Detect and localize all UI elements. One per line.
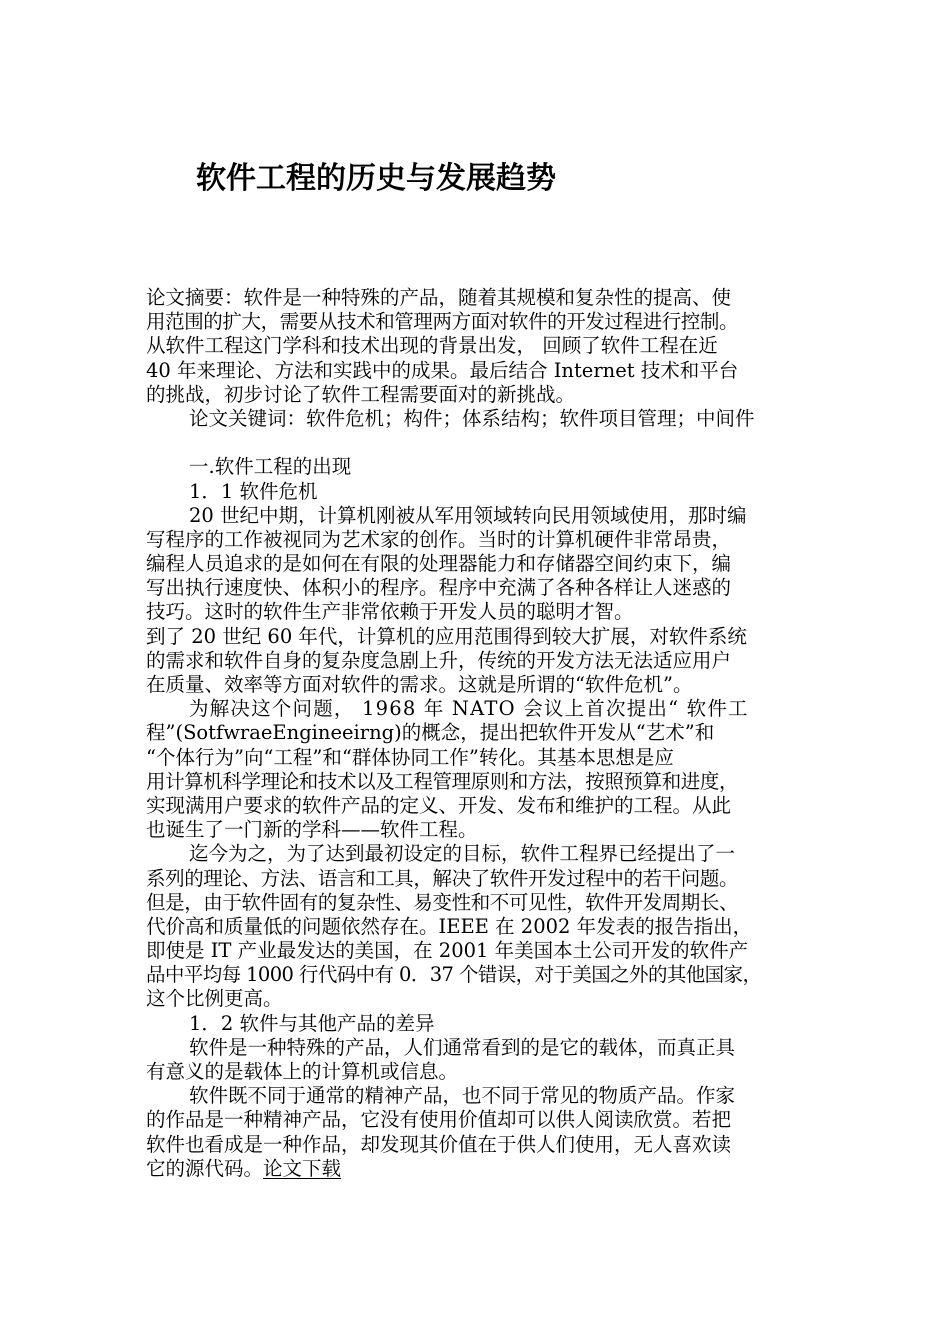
abstract-line: 从软件工程这门学科和技术出现的背景出发， 回顾了软件工程在近 [146,334,718,358]
paragraph-line: 编程人员追求的是如何在有限的处理器能力和存储器空间约束下，编 [146,552,732,576]
paragraph-line: 但是，由于软件固有的复杂性、易变性和不可见性，软件开发周期长、 [146,890,739,914]
paragraph-line: 有意义的是载体上的计算机或信息。 [146,1060,459,1083]
paragraph-line: 也诞生了一门新的学科——软件工程。 [146,818,478,842]
paragraph-line [146,1157,822,1181]
subsection-heading: 1．1 软件危机 [189,479,318,503]
paragraph-line: 迄今为之，为了达到最初设定的目标，软件工程界已经提出了一 [189,842,736,866]
document-body [146,286,822,1181]
paragraph-line: 品中平均每 1000 行代码中有 0．37 个错误，对于美国之外的其他国家， [146,963,762,987]
section-heading: 一.软件工程的出现 [189,455,352,479]
paragraph-line: 的需求和软件自身的复杂度急剧上升，传统的开发方法无法适应用户 [146,648,732,672]
abstract [146,286,822,431]
paragraph [146,625,822,698]
subsection-heading: 1．2 软件与其他产品的差异 [189,1011,435,1035]
abstract-line: 论文摘要：软件是一种特殊的产品，随着其规模和复杂性的提高、使 [146,286,732,309]
paragraph-line: 软件是一种特殊的产品，人们通常看到的是它的载体，而真正具 [189,1035,736,1059]
paragraph-line: 为解决这个问题， 1968 年 NATO 会议上首次提出“ 软件工 [189,697,749,721]
paragraph-line: 软件既不同于通常的精神产品，也不同于常见的物质产品。作家 [189,1084,736,1108]
paragraph [146,1036,822,1084]
paragraph-line: 的作品是一种精神产品，它没有使用价值却可以供人阅读欣赏。若把 [146,1108,732,1132]
paragraph [146,697,822,842]
paragraph [146,1084,822,1181]
paragraph-line: 写出执行速度快、体积小的程序。程序中充满了各种各样让人迷惑的 [146,576,732,600]
abstract-line: 的挑战，初步讨论了软件工程需要面对的新挑战。 [146,382,576,406]
abstract-line: 用范围的扩大，需要从技术和管理两方面对软件的开发过程进行控制。 [146,310,739,334]
paragraph [146,504,822,625]
paragraph-line: 20 世纪中期，计算机刚被从军用领域转向民用领域使用，那时编 [189,503,747,527]
paragraph-line: 软件也看成是一种作品，却发现其价值在于供人们使用，无人喜欢读 [146,1132,732,1156]
paragraph-line: 到了 20 世纪 60 年代，计算机的应用范围得到较大扩展，对软件系统 [146,624,747,648]
paragraph-text: 它的源代码。 [146,1156,264,1180]
abstract-line: 40 年来理论、方法和实践中的成果。最后结合 Internet 技术和平台 [146,358,739,382]
paragraph-line: 用计算机科学理论和技术以及工程管理原则和方法，按照预算和进度， [146,769,739,793]
paragraph-line: 写程序的工作被视同为艺术家的创作。当时的计算机硬件非常昂贵， [146,527,732,551]
paragraph-line: 这个比例更高。 [146,987,283,1011]
paragraph-line: 即使是 IT 产业最发达的美国，在 2001 年美国本土公司开发的软件产 [146,939,749,963]
document-title: 软件工程的历史与发展趋势 [196,161,556,196]
keywords: 论文关键词：软件危机；构件；体系结构；软件项目管理；中间件 [189,406,755,430]
spacer [146,431,822,455]
paragraph-line: 技巧。这时的软件生产非常依赖于开发人员的聪明才智。 [146,600,634,624]
paragraph-line: “个体行为”向“工程”和“群体协同工作”转化。其基本思想是应 [146,745,674,769]
paragraph-line: 实现满用户要求的软件产品的定义、开发、发布和维护的工程。从此 [146,793,732,817]
paragraph [146,842,822,1011]
paragraph-line: 程”(SotfwraeEngineeirng)的概念，提出把软件开发从“艺术”和 [146,721,715,745]
paragraph-line: 代价高和质量低的问题依然存在。IEEE 在 2002 年发表的报告指出， [146,914,753,938]
paragraph-line: 系列的理论、方法、语言和工具，解决了软件开发过程中的若干问题。 [146,866,739,890]
download-link[interactable]: 论文下载 [263,1156,342,1180]
paragraph-line: 在质量、效率等方面对软件的需求。这就是所谓的“软件危机”。 [146,673,693,696]
